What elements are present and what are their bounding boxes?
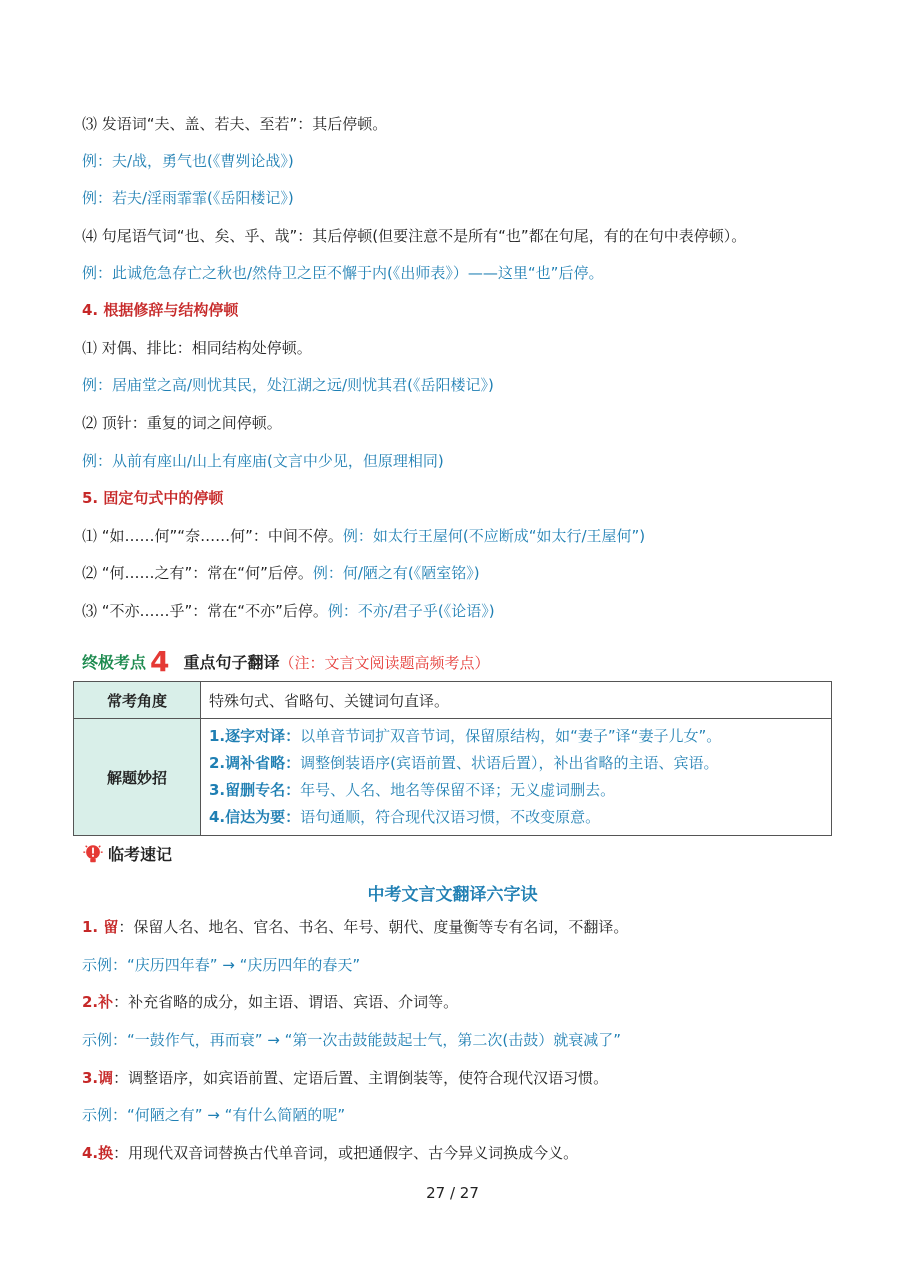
tip-item [209,750,823,777]
keypoint-note: （注：文言文阅读题高频考点） [279,654,490,672]
rule-line [82,992,458,1012]
rule-text: ：用现代双音词替换古代单音词，或把通假字、古今异义词换成今义。 [113,1144,579,1162]
tip-key: 4.信达为要： [209,808,301,826]
keypoint-heading [82,645,490,678]
keypoint-label: 终极考点 [82,653,147,672]
tip-item [209,777,823,804]
tip-text: 年号、人名、地名等保留不译；无义虚词删去。 [300,781,616,799]
line-6: ⑴ 对偶、排比：相同结构处停顿。 [82,339,312,357]
table-head-method: 解题妙招 [74,719,201,836]
table-head-angle: 常考角度 [74,682,201,719]
keypoint-title: 重点句子翻译 [183,653,280,672]
rule-key: 1. 留 [82,918,119,936]
lightbulb-alert-icon [82,843,104,865]
mixed-blue: 例：不亦/君子乎(《论语》) [327,602,495,620]
line-1: 例：夫/战，勇气也(《曹刿论战》) [82,152,294,170]
page-number: 27 / 27 [426,1184,479,1202]
rule-key: 4.换 [82,1144,114,1162]
rule-example: 示例：“庆历四年春” → “庆历四年的春天” [82,956,361,974]
mixed-line-1 [82,563,480,583]
section-heading-4: 4. 根据修辞与结构停顿 [82,301,239,319]
tip-item [209,723,823,750]
mixed-line-2 [82,601,495,621]
tip-text: 语句通顺，符合现代汉语习惯，不改变原意。 [300,808,601,826]
rule-line [82,917,628,937]
table-body-method [201,719,832,836]
mixed-blue: 例：如太行王屋何(不应断成“如太行/王屋何”) [342,527,646,545]
mixed-black: ⑴ “如……何”“奈……何”：中间不停。 [82,527,343,545]
tip-key: 2.调补省略： [209,754,301,772]
six-rules-title: 中考文言文翻译六字诀 [367,885,538,905]
mixed-black: ⑶ “不亦……乎”：常在“不亦”后停。 [82,602,328,620]
rule-text: ：保留人名、地名、官名、书名、年号、朝代、度量衡等专有名词，不翻译。 [118,918,629,936]
section-heading-5: 5. 固定句式中的停顿 [82,489,224,507]
tip-item [209,804,823,831]
line-7: 例：居庙堂之高/则忧其民，处江湖之远/则忧其君(《岳阳楼记》) [82,376,494,394]
rule-line [82,1068,608,1088]
mixed-black: ⑵ “何……之有”：常在“何”后停。 [82,564,313,582]
rule-key: 3.调 [82,1069,114,1087]
tip-text: 以单音节词扩双音节词，保留原结构，如“妻子”译“妻子儿女”。 [300,727,722,745]
tip-key: 1.逐字对译： [209,727,301,745]
mixed-blue: 例：何/陋之有(《陋室铭》) [312,564,480,582]
rule-key: 2.补 [82,993,114,1011]
rule-text: ：调整语序，如宾语前置、定语后置、主谓倒装等，使符合现代汉语习惯。 [113,1069,609,1087]
table-body-angle: 特殊句式、省略句、关键词句直译。 [201,682,832,719]
line-8: ⑵ 顶针：重复的词之间停顿。 [82,414,282,432]
rule-line [82,1143,578,1163]
rule-example: 示例：“何陋之有” → “有什么简陋的呢” [82,1106,346,1124]
line-2: 例：若夫/淫雨霏霏(《岳阳楼记》) [82,189,294,207]
rule-text: ：补充省略的成分，如主语、谓语、宾语、介词等。 [113,993,459,1011]
speed-memo-heading [82,842,172,865]
line-0: ⑶ 发语词“夫、盖、若夫、至若”：其后停顿。 [82,115,388,133]
tip-text: 调整倒装语序(宾语前置、状语后置），补出省略的主语、宾语。 [300,754,719,772]
mixed-line-0 [82,526,645,546]
line-3: ⑷ 句尾语气词“也、矣、乎、哉”：其后停顿(但要注意不是所有“也”都在句尾，有的在句中表停顿）。 [82,227,747,245]
tips-table [73,681,832,836]
keypoint-number: 4 [150,645,170,678]
rule-example: 示例：“一鼓作气，再而衰” → “第一次击鼓能鼓起士气，第二次(击鼓）就衰减了” [82,1031,622,1049]
speed-memo-label: 临考速记 [108,845,173,864]
line-9: 例：从前有座山/山上有座庙(文言中少见，但原理相同) [82,452,444,470]
tip-key: 3.留删专名： [209,781,301,799]
line-4: 例：此诚危急存亡之秋也/然侍卫之臣不懈于内(《出师表》）——这里“也”后停。 [82,264,604,282]
